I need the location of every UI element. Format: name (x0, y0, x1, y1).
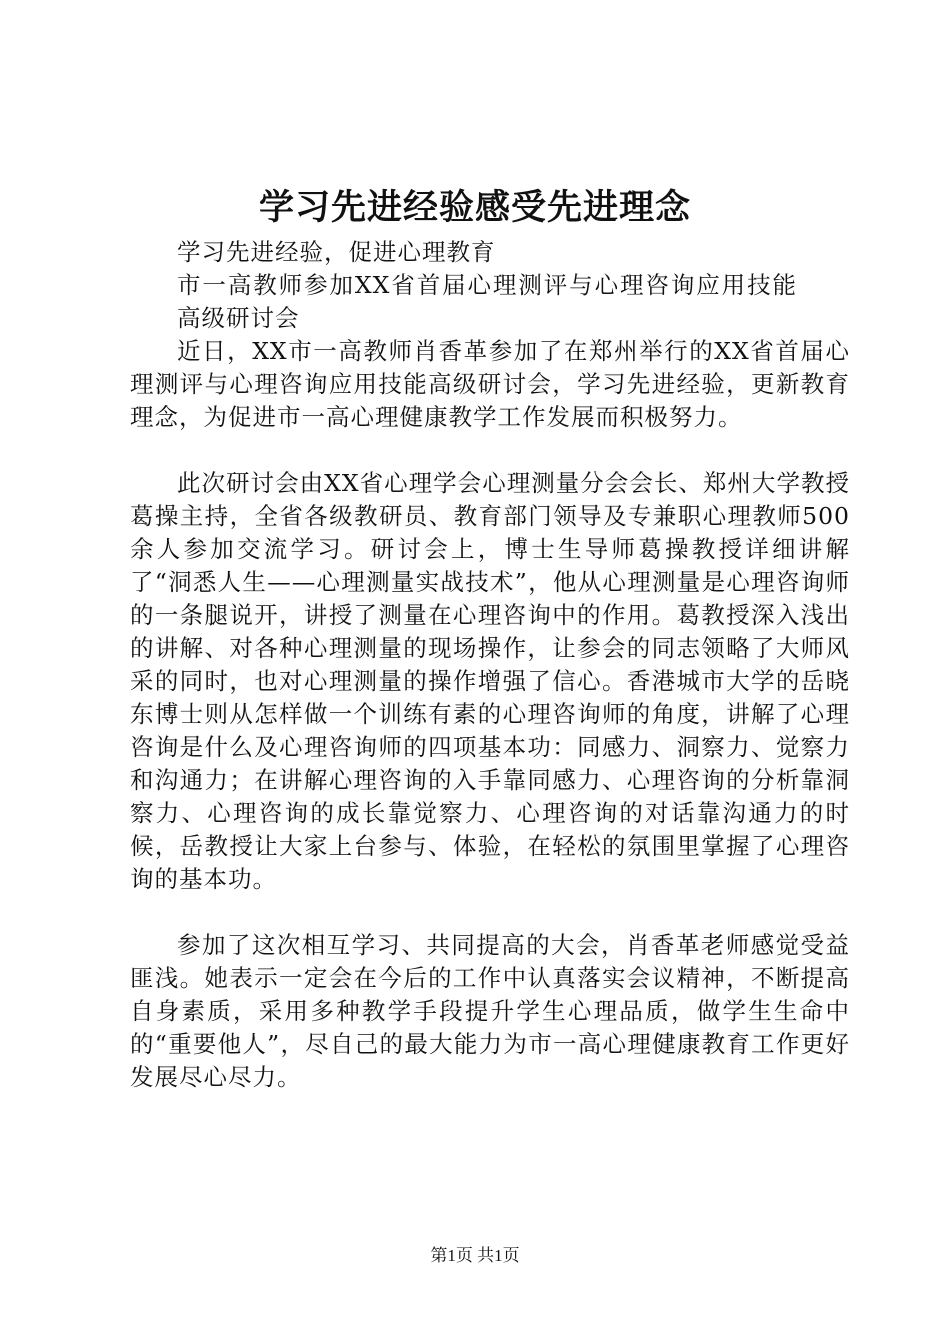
paragraph-2: 此次研讨会由XX省心理学会心理测量分会会长、郑州大学教授葛操主持，全省各级教研员、教育部门领导及专兼职心理教师500余人参加交流学习。研讨会上，博士生导师葛操教授详细讲解了“洞悉人生——心理测量实战技术”，他从心理测量是心理咨询师的一条腿说开，讲授了测量在心理咨询中的作用。葛教授深入浅出的讲解、对各种心理测量的现场操作，让参会的同志领略了大师风采的同时，也对心理测量的操作增强了信心。香港城市大学的岳晓东博士则从怎样做一个训练有素的心理咨询师的角度，讲解了心理咨询是什么及心理咨询师的四项基本功：同感力、洞察力、觉察力和沟通力；在讲解心理咨询的入手靠同感力、心理咨询的分析靠洞察力、心理咨询的成长靠觉察力、心理咨询的对话靠沟通力的时候，岳教授让大家上台参与、体验，在轻松的氛围里掌握了心理咨询的基本功。 (130, 469, 850, 893)
document-body (130, 236, 850, 1094)
page-footer: 第1页 共1页 (430, 1246, 520, 1265)
document-title: 学习先进经验感受先进理念 (258, 187, 691, 228)
subtitle-line-1: 学习先进经验，促进心理教育 (177, 238, 496, 266)
paragraph-3: 参加了这次相互学习、共同提高的大会，肖香革老师感觉受益匪浅。她表示一定会在今后的工作中认真落实会议精神，不断提高自身素质，采用多种教学手段提升学生心理品质，做学生生命中的“重要他人”，尽自己的最大能力为市一高心理健康教育工作更好发展尽心尽力。 (130, 931, 850, 1091)
paragraph-1: 近日，XX市一高教师肖香革参加了在郑州举行的XX省首届心理测评与心理咨询应用技能高级研讨会，学习先进经验，更新教育理念，为促进市一高心理健康教学工作发展而积极努力。 (130, 337, 850, 431)
subtitle-line-2: 市一高教师参加XX省首届心理测评与心理咨询应用技能高级研讨会 (177, 271, 797, 332)
